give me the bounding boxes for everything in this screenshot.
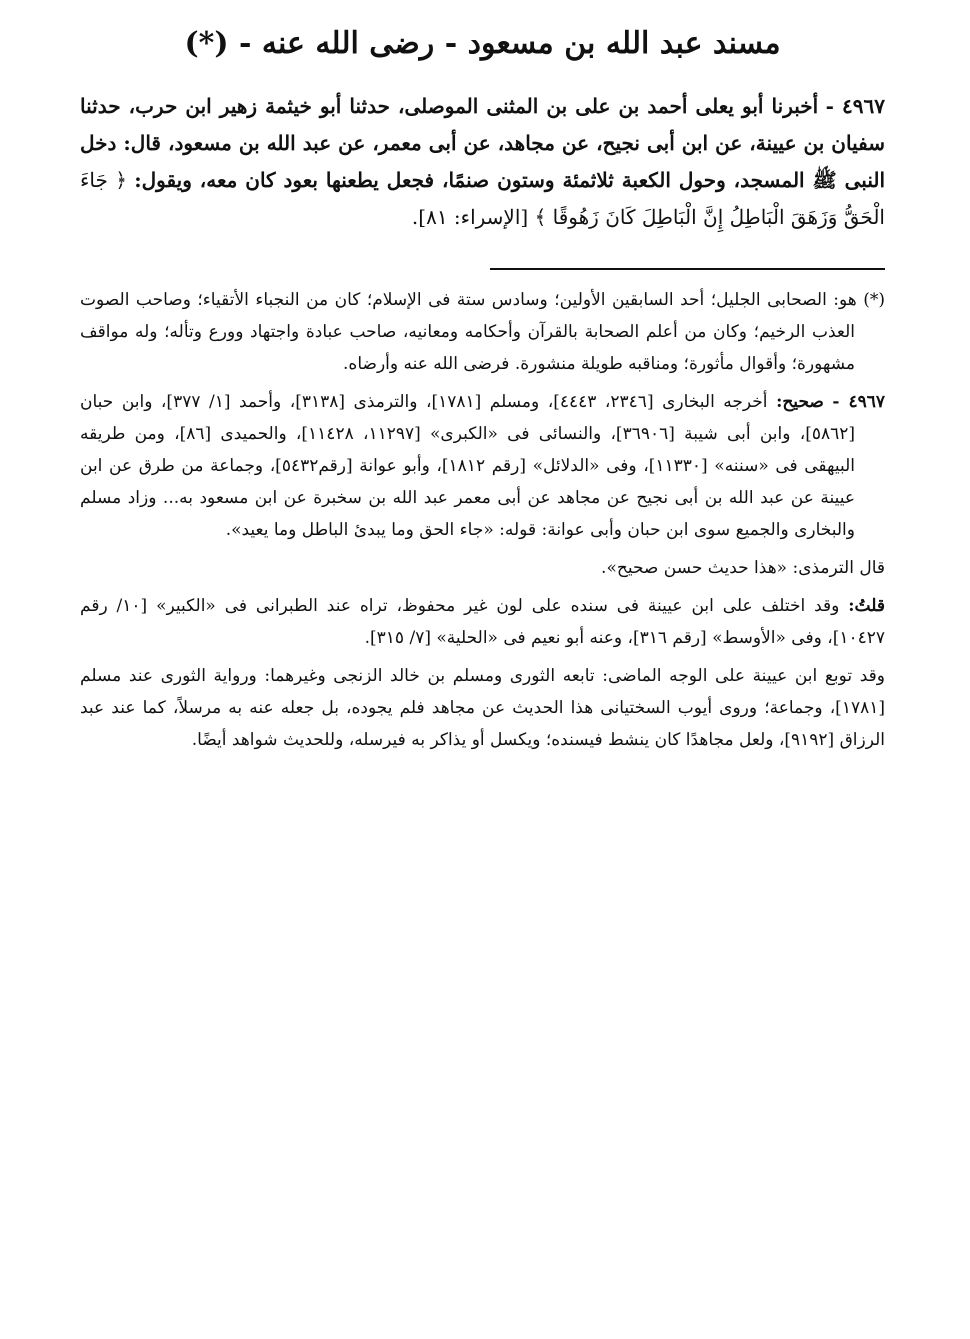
hadith-isnad: أخبرنا أبو يعلى أحمد بن على بن المثنى الموصلى، حدثنا أبو خيثمة زهير ابن حرب، حدثنا سفيان بن عيينة، عن ابن أبى نجيح، عن مجاهد، عن أبى معمر، عن عبد الله بن مسعود، قال: دخل النبى ﷺ المسجد، وحول الكعبة ثلاثمئة وستون صنمًا، فجعل يطعنها بعود كان معه، ويقول: [80, 94, 886, 192]
qultu-text: وقد اختلف على ابن عيينة فى سنده على لون غير محفوظ، تراه عند الطبرانى فى «الكبير» [١٠/ رقم ١٠٤٢٧]، وفى «الأوسط» [رقم ٣١٦]، وعنه أبو نعيم فى «الحلية» [٧/ ٣١٥]. [80, 596, 885, 648]
page [80, 22, 885, 762]
quran-verse: ﴿ جَاءَ الْحَقُّ وَزَهَقَ الْبَاطِلُ إِنَّ الْبَاطِلَ كَانَ زَهُوقًا ﴾ [80, 168, 885, 229]
takhrij-grade: صحيح: [776, 392, 824, 412]
hadith-number: ٤٩٦٧ - [825, 94, 886, 118]
quran-reference: [الإسراء: ٨١]. [411, 205, 529, 229]
hadith-text [80, 88, 885, 236]
footnotes [80, 284, 885, 756]
qultu-label: قلتُ: [848, 596, 885, 616]
qultu-note [80, 590, 885, 654]
page-title: مسند عبد الله بن مسعود - رضى الله عنه - (*) [184, 26, 781, 61]
biography-marker: (*) [863, 290, 886, 310]
tirmidhi-note: قال الترمذى: «هذا حديث حسن صحيح». [601, 558, 885, 578]
biography-note [80, 284, 885, 380]
footnote-divider [490, 268, 885, 270]
takhrij-text: أخرجه البخارى [٢٣٤٦، ٤٤٤٣]، ومسلم [١٧٨١]، والترمذى [٣١٣٨]، وأحمد [١/ ٣٧٧]، وابن حبان [٥٨٦٢]، وابن أبى شيبة [٣٦٩٠٦]، والنسائى فى «الكبرى» [١١٢٩٧، ١١٤٢٨]، والحميدى [٨٦]، ومن طريقه البيهقى فى «سننه» [١١٣٣٠]، وفى «الدلائل» [رقم ١٨١٢]، وأبو عوانة [رقم٥٤٣٢]، وجماعة من طرق عن ابن عيينة عن عبد الله بن أبى نجيح عن مجاهد عن أبى معمر عبد الله بن سخبرة عن ابن مسعود به... وزاد مسلم والبخارى والجميع سوى ابن حبان وأبى عوانة: قوله: «جاء الحق وما يبدئ الباطل وما يعيد». [80, 392, 856, 540]
final-note: وقد توبع ابن عيينة على الوجه الماضى: تابعه الثورى ومسلم بن خالد الزنجى وغيرهما: ورواية الثورى عند مسلم [١٧٨١]، وجماعة؛ وروى أيوب السختيانى هذا الحديث عن مجاهد فلم يجوده، بل جعله عنه به مرسلاً، كما عند عبد الرزاق [٩١٩٢]، ولعل مجاهدًا كان ينشط فيسنده؛ ويكسل أو يذاكر به فيرسله، وللحديث شواهد أيضًا. [80, 666, 885, 750]
takhrij-note [80, 386, 885, 546]
biography-text: هو: الصحابى الجليل؛ أحد السابقين الأولين؛ وسادس ستة فى الإسلام؛ كان من النجباء الأتقياء؛ وصاحب الصوت العذب الرخيم؛ وكان من أعلم الصحابة بالقرآن وأحكامه ومعانيه، صاحب عبادة واجتهاد وورع وتأله؛ وله مواقف مشهورة؛ وأقوال مأثورة؛ ومناقبه طويلة منشورة. فرضى الله عنه وأرضاه. [80, 290, 857, 374]
takhrij-number: ٤٩٦٧ - [832, 392, 885, 412]
